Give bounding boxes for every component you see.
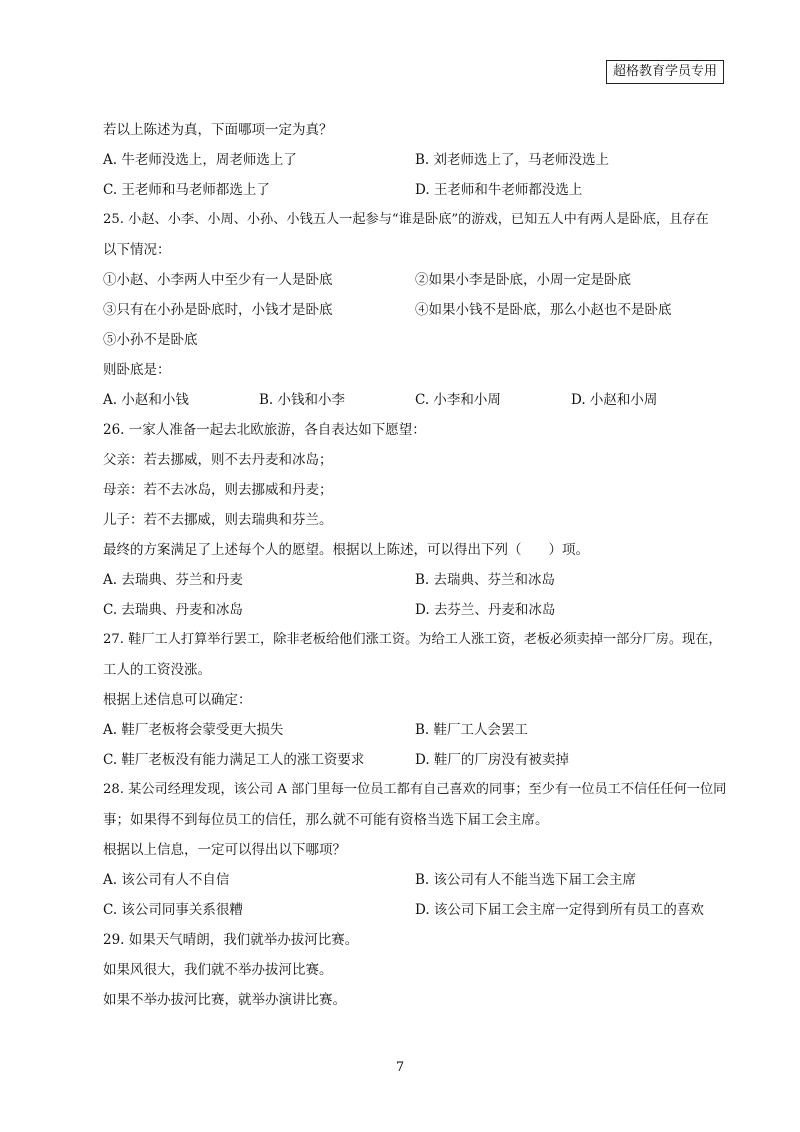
q27-stem-line1: 27. 鞋厂工人打算举行罢工，除非老板给他们涨工资。为给工人涨工资，老板必须卖掉一部分厂房。现在，: [103, 632, 722, 647]
q25-stem-line2: 以下情况：: [103, 242, 171, 258]
q26-son: 儿子：若不去挪威，则去瑞典和芬兰。: [103, 512, 333, 528]
q28-stem-line1: 28. 某公司经理发现，该公司 A 部门里每一位员工都有自己喜欢的同事；至少有一位员工不信任任何一位同: [103, 782, 727, 797]
q27-option-d: D. 鞋厂的厂房没有被卖掉: [415, 752, 569, 768]
q24-option-a: A. 牛老师没选上，周老师选上了: [103, 152, 297, 168]
q24-options-row2: [103, 180, 723, 200]
q28-options-row2: [103, 900, 723, 920]
q28-option-b: B. 该公司有人不能当选下届工会主席: [415, 872, 637, 888]
q25-options-row: [103, 390, 723, 410]
q29-line2: 如果风很大，我们就不举办拔河比赛。: [103, 962, 333, 978]
q26-option-b: B. 去瑞典、芬兰和冰岛: [415, 572, 556, 588]
q25-condition-1: ①小赵、小李两人中至少有一人是卧底: [103, 272, 333, 288]
q26-options-row2: [103, 600, 723, 620]
q24-option-c: C. 王老师和马老师都选上了: [103, 182, 270, 198]
q26-option-d: D. 去芬兰、丹麦和冰岛: [415, 602, 556, 618]
q24-option-d: D. 王老师和牛老师都没选上: [415, 182, 583, 198]
q26-option-c: C. 去瑞典、丹麦和冰岛: [103, 602, 243, 618]
q29-line3: 如果不举办拔河比赛，就举办演讲比赛。: [103, 992, 346, 1008]
q26-mother: 母亲：若不去冰岛，则去挪威和丹麦；: [103, 482, 333, 498]
q28-option-a: A. 该公司有人不自信: [103, 872, 230, 888]
q25-stem-line1: 25. 小赵、小李、小周、小孙、小钱五人一起参与“谁是卧底”的游戏，已知五人中有两人是卧底，且存在: [103, 212, 709, 227]
q25-prompt: 则卧底是：: [103, 362, 171, 378]
q27-options-row1: [103, 720, 723, 740]
q29-line1: 29. 如果天气晴朗，我们就举办拔河比赛。: [103, 932, 359, 948]
q27-option-b: B. 鞋厂工人会罢工: [415, 722, 529, 738]
q26-stem: 26. 一家人准备一起去北欧旅游，各自表达如下愿望：: [103, 422, 426, 438]
watermark-stamp: 超格教育学员专用: [606, 60, 724, 84]
q28-option-c: C. 该公司同事关系很糟: [103, 902, 243, 918]
q25-condition-2: ②如果小李是卧底，小周一定是卧底: [415, 272, 631, 288]
q24-prompt: 若以上陈述为真，下面哪项一定为真？: [103, 122, 333, 138]
q26-father: 父亲：若去挪威，则不去丹麦和冰岛；: [103, 452, 333, 468]
page-number: 7: [395, 1060, 405, 1075]
q26-options-row1: [103, 570, 723, 590]
q26-option-a: A. 去瑞典、芬兰和丹麦: [103, 572, 243, 588]
q26-prompt: 最终的方案满足了上述每个人的愿望。根据以上陈述，可以得出下列（ ）项。: [103, 542, 589, 558]
q27-stem-line2: 工人的工资没涨。: [103, 662, 211, 678]
q25-condition-4: ④如果小钱不是卧底，那么小赵也不是卧底: [415, 302, 672, 318]
q28-options-row1: [103, 870, 723, 890]
q24-option-b: B. 刘老师选上了，马老师没选上: [415, 152, 610, 168]
q28-prompt: 根据以上信息，一定可以得出以下哪项？: [103, 842, 346, 858]
q25-conditions-row1: [103, 270, 723, 290]
q25-condition-5: ⑤小孙不是卧底: [103, 332, 198, 348]
page-content: [103, 120, 727, 1010]
q25-option-b: B. 小钱和小李: [259, 392, 346, 408]
q25-conditions-row2: [103, 300, 723, 320]
q25-condition-3: ③只有在小孙是卧底时，小钱才是卧底: [103, 302, 333, 318]
q27-option-a: A. 鞋厂老板将会蒙受更大损失: [103, 722, 284, 738]
q25-option-c: C. 小李和小周: [415, 392, 501, 408]
q24-options-row1: [103, 150, 723, 170]
q28-option-d: D. 该公司下届工会主席一定得到所有员工的喜欢: [415, 902, 704, 918]
q27-prompt: 根据上述信息可以确定：: [103, 692, 252, 708]
q27-option-c: C. 鞋厂老板没有能力满足工人的涨工资要求: [103, 752, 365, 768]
q28-stem-line2: 事；如果得不到每位员工的信任，那么就不可能有资格当选下届工会主席。: [103, 812, 549, 828]
q27-options-row2: [103, 750, 723, 770]
q25-option-a: A. 小赵和小钱: [103, 392, 189, 408]
q25-option-d: D. 小赵和小周: [571, 392, 658, 408]
